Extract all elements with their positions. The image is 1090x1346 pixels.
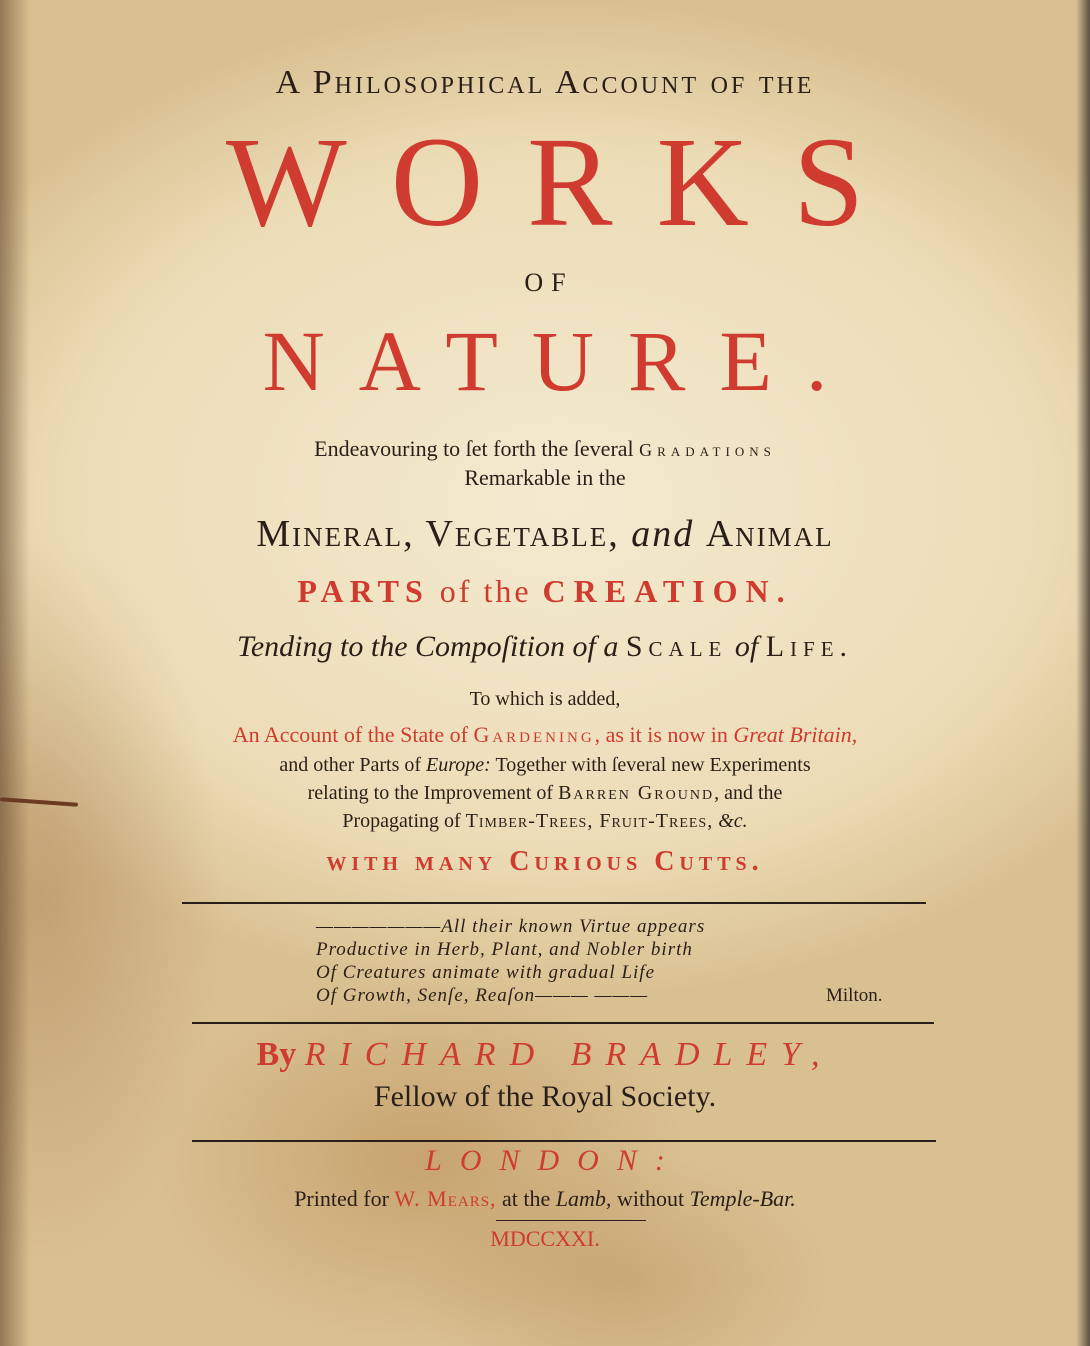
imprint-sign: Lamb, — [555, 1186, 612, 1211]
imprint-at-the: at the — [502, 1186, 551, 1211]
author-affiliation: Fellow of the Royal Society. — [373, 1080, 717, 1113]
epigraph-line-2: Productive in Herb, Plant, and Nobler birth — [316, 939, 693, 960]
propagating-etc: &c. — [718, 810, 748, 832]
subtitle-text: Endeavouring to ſet forth the ſeveral — [314, 436, 634, 461]
tending-of: of — [734, 630, 759, 663]
relating-text-a: relating to the Improvement of — [307, 782, 554, 804]
parts-word: PARTS — [297, 573, 429, 609]
relating-line — [0, 782, 1090, 805]
propagating-line — [0, 810, 1090, 833]
tending-scale: Scale — [625, 630, 728, 663]
creation-word: CREATION. — [542, 573, 793, 609]
epigraph-line-3: Of Creatures animate with gradual Life — [316, 962, 656, 983]
added-line: To which is added, — [469, 688, 621, 710]
parts-of-the: of the — [439, 573, 532, 609]
kingdoms-text-a: Mineral, Vegetable, — [256, 513, 620, 555]
author-name: RICHARD BRADLEY, — [304, 1036, 834, 1073]
account-gardening: Gardening — [473, 722, 595, 747]
kingdoms-text-b: Animal — [705, 513, 834, 555]
account-great-britain: Great Britain, — [733, 722, 858, 747]
parts-line — [0, 573, 1090, 610]
imprint-year: MDCCXXI. — [490, 1226, 600, 1251]
author-by: By — [256, 1036, 297, 1073]
imprint-printer: W. Mears, — [394, 1186, 497, 1211]
epigraph-attribution: Milton. — [826, 985, 883, 1006]
account-text-a: An Account of the State of — [232, 722, 468, 747]
kingdoms-line — [0, 512, 1090, 556]
tending-life: Life. — [765, 630, 854, 663]
intro-line: A Philosophical Account of the — [275, 64, 815, 101]
title-of: OF — [524, 268, 574, 297]
imprint-place: Temple-Bar. — [689, 1186, 796, 1211]
tending-text: Tending to the Compoſition of a — [236, 630, 619, 663]
account-text-b: , as it is now in — [594, 722, 728, 747]
imprint-printed-for: Printed for — [294, 1186, 389, 1211]
kingdoms-and: and — [631, 513, 695, 555]
epigraph-line-4: Of Growth, Senſe, Reaſon——— ——— — [316, 985, 649, 1006]
imprint-city: LONDON: — [425, 1144, 683, 1177]
other-text-b: Together with ſeveral new Experiments — [495, 754, 811, 776]
other-text-a: and other Parts of — [279, 754, 422, 776]
subtitle-gradations: Gradations — [639, 440, 776, 460]
curious-cutts-line: with many Curious Cutts. — [326, 846, 764, 877]
tending-line — [0, 630, 1090, 664]
epigraph-line-1: ———————All their known Virtue appears — [316, 916, 706, 937]
year-rule — [496, 1220, 646, 1221]
subtitle-line-1 — [0, 436, 1090, 462]
divider-rule-2 — [192, 1022, 934, 1024]
propagating-trees: Timber-Trees, Fruit-Trees, — [465, 810, 714, 832]
relating-text-b: , and the — [714, 782, 783, 804]
other-europe: Europe: — [426, 754, 491, 776]
imprint-line — [0, 1186, 1090, 1212]
imprint-without: without — [616, 1186, 685, 1211]
account-line — [0, 722, 1090, 748]
subtitle-line-2: Remarkable in the — [464, 465, 626, 490]
divider-rule-1 — [182, 902, 926, 904]
author-line — [0, 1036, 1090, 1074]
divider-rule-3 — [192, 1140, 936, 1142]
relating-barren-ground: Barren Ground — [558, 782, 715, 804]
title-nature: NATURE. — [262, 313, 862, 409]
other-parts-line — [0, 754, 1090, 777]
propagating-text: Propagating of — [342, 810, 461, 832]
title-works: WORKS — [225, 111, 909, 253]
